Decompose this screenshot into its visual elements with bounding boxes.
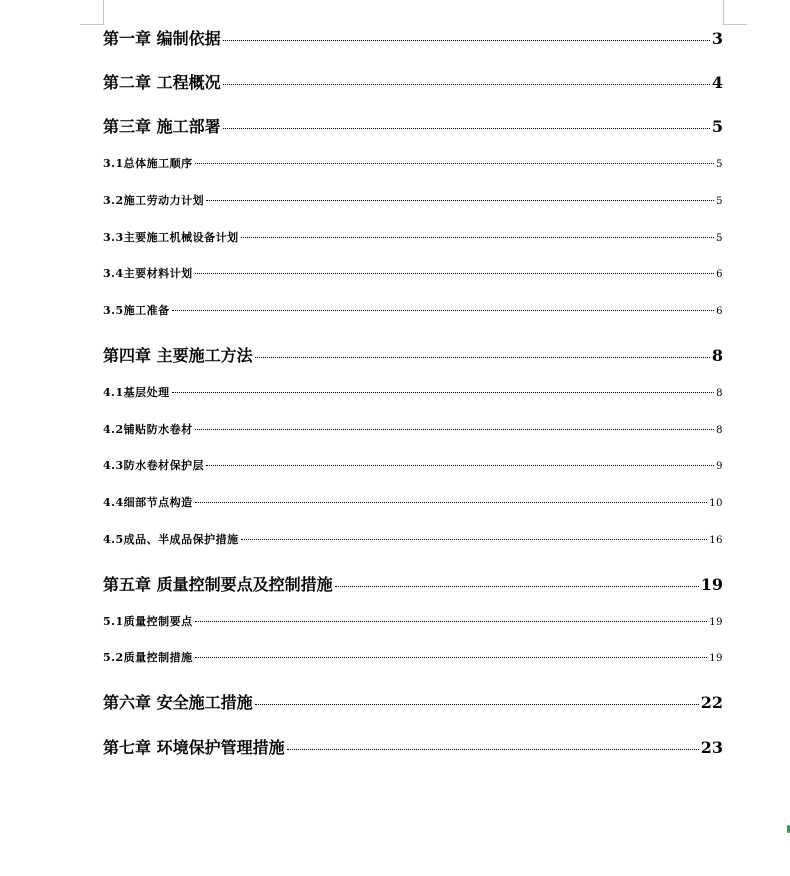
toc-leader-dots [241, 237, 714, 238]
toc-page-number: 10 [709, 498, 723, 509]
toc-page-number: 4 [711, 73, 723, 92]
toc-section-4-1[interactable] [103, 384, 723, 400]
toc-page-number: 8 [711, 346, 723, 365]
toc-page-number: 23 [700, 738, 723, 757]
toc-chapter-2[interactable] [103, 70, 723, 93]
toc-leader-dots [195, 273, 714, 274]
toc-chapter-label: 第七章 环境保护管理措施 [103, 738, 285, 757]
toc-chapter-6[interactable] [103, 690, 723, 713]
toc-leader-dots [223, 128, 710, 129]
toc-chapter-label: 第五章 质量控制要点及控制措施 [103, 575, 333, 594]
toc-section-label: 3.4主要材料计划 [103, 267, 193, 280]
toc-section-3-5[interactable] [103, 302, 723, 318]
toc-page-number: 22 [700, 693, 723, 712]
toc-section-label: 3.3主要施工机械设备计划 [103, 231, 239, 244]
toc-section-4-2[interactable] [103, 421, 723, 437]
toc-section-label: 3.1总体施工顺序 [103, 157, 193, 170]
toc-section-5-1[interactable] [103, 613, 723, 629]
toc-leader-dots [206, 200, 714, 201]
toc-page-number: 8 [716, 388, 723, 399]
toc-leader-dots [255, 357, 710, 358]
toc-leader-dots [172, 392, 714, 393]
toc-page-number: 5 [716, 159, 723, 170]
toc-page-number: 8 [716, 425, 723, 436]
toc-section-3-3[interactable] [103, 229, 723, 245]
toc-page-number: 19 [709, 653, 723, 664]
toc-section-4-4[interactable] [103, 494, 723, 510]
toc-chapter-1[interactable] [103, 26, 723, 49]
toc-page-number: 16 [709, 535, 723, 546]
toc-leader-dots [287, 749, 699, 750]
toc-chapter-5[interactable] [103, 572, 723, 595]
toc-leader-dots [172, 310, 714, 311]
toc-chapter-label: 第四章 主要施工方法 [103, 346, 253, 365]
toc-leader-dots [195, 502, 708, 503]
crop-mark-right-vertical [723, 0, 724, 25]
toc-page-number: 5 [711, 117, 723, 136]
toc-leader-dots [241, 539, 708, 540]
toc-chapter-label: 第三章 施工部署 [103, 117, 221, 136]
toc-section-3-2[interactable] [103, 192, 723, 208]
toc-leader-dots [195, 163, 714, 164]
toc-leader-dots [195, 621, 708, 622]
toc-chapter-label: 第一章 编制依据 [103, 29, 221, 48]
toc-page-number: 19 [700, 575, 723, 594]
toc-section-3-4[interactable] [103, 265, 723, 281]
toc-page-number: 6 [716, 269, 723, 280]
toc-chapter-7[interactable] [103, 735, 723, 758]
toc-section-label: 4.2铺贴防水卷材 [103, 423, 193, 436]
toc-chapter-label: 第二章 工程概况 [103, 73, 221, 92]
toc-section-label: 4.1基层处理 [103, 386, 170, 399]
toc-section-label: 4.4细部节点构造 [103, 496, 193, 509]
crop-mark-left-horizontal [80, 24, 104, 25]
toc-page-number: 3 [711, 29, 723, 48]
toc-leader-dots [195, 429, 714, 430]
toc-leader-dots [223, 84, 710, 85]
toc-page-number: 9 [716, 461, 723, 472]
crop-mark-left-vertical [103, 0, 104, 25]
toc-chapter-4[interactable] [103, 343, 723, 366]
toc-section-label: 5.1质量控制要点 [103, 615, 193, 628]
toc-leader-dots [206, 465, 714, 466]
toc-section-label: 4.5成品、半成品保护措施 [103, 533, 239, 546]
toc-chapter-3[interactable] [103, 114, 723, 137]
toc-leader-dots [223, 40, 710, 41]
toc-section-label: 3.2施工劳动力计划 [103, 194, 205, 207]
toc-section-3-1[interactable] [103, 155, 723, 171]
toc-section-4-5[interactable] [103, 531, 723, 547]
toc-page-number: 5 [716, 233, 723, 244]
toc-leader-dots [335, 586, 699, 587]
toc-section-label: 5.2质量控制措施 [103, 651, 193, 664]
toc-leader-dots [255, 704, 699, 705]
toc-section-label: 4.3防水卷材保护层 [103, 459, 205, 472]
toc-leader-dots [195, 657, 708, 658]
toc-page-number: 19 [709, 617, 723, 628]
toc-page-number: 5 [716, 196, 723, 207]
toc-chapter-label: 第六章 安全施工措施 [103, 693, 253, 712]
toc-section-4-3[interactable] [103, 457, 723, 473]
crop-mark-right-horizontal [723, 24, 747, 25]
toc-page-number: 6 [716, 306, 723, 317]
toc-section-5-2[interactable] [103, 649, 723, 665]
toc-section-label: 3.5施工准备 [103, 304, 170, 317]
